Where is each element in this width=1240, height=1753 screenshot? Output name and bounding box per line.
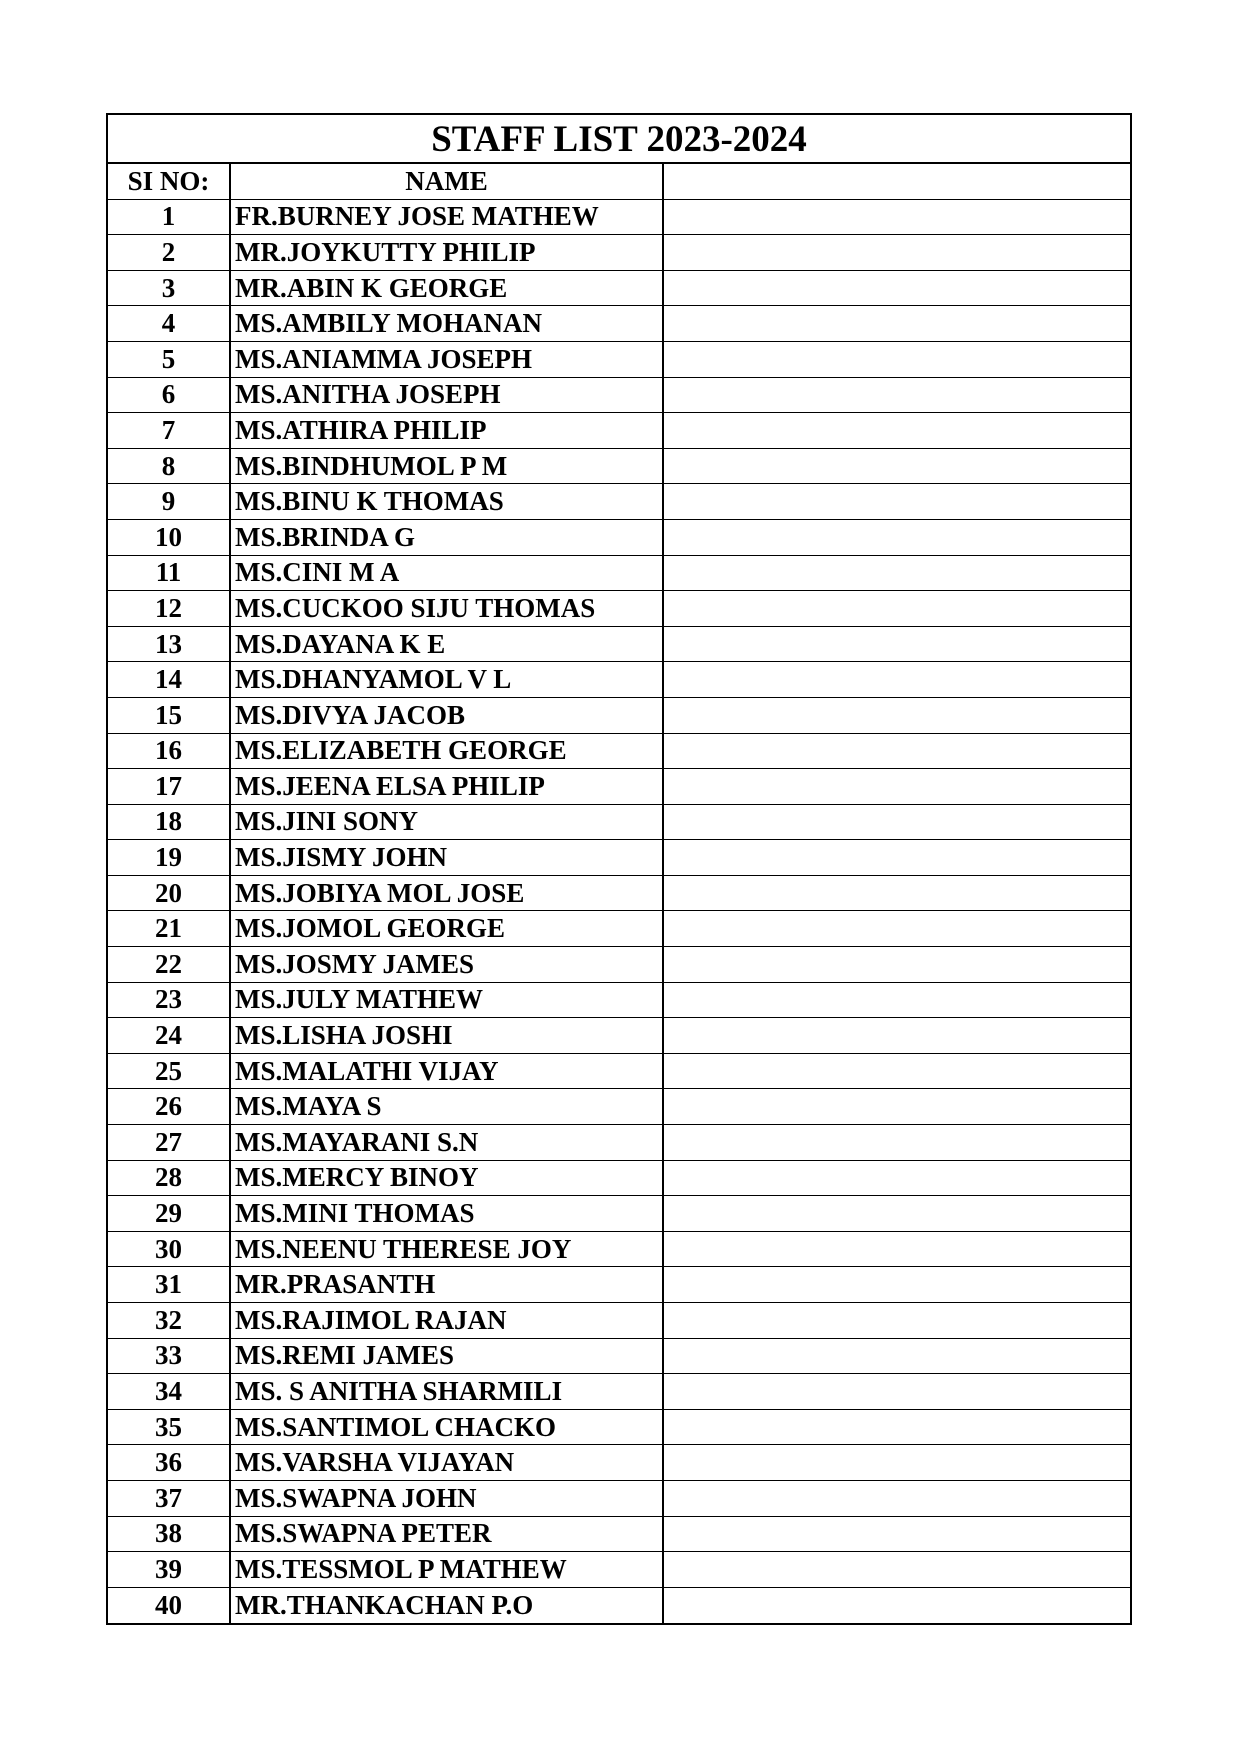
row-si-no: 39 — [108, 1552, 231, 1587]
table-row — [108, 1410, 1130, 1446]
row-blank-cell — [664, 449, 1130, 484]
row-blank-cell — [664, 840, 1130, 875]
row-blank-cell — [664, 698, 1130, 733]
table-row — [108, 840, 1130, 876]
row-name: MS.JOMOL GEORGE — [231, 911, 664, 946]
table-row — [108, 200, 1130, 236]
row-si-no: 24 — [108, 1018, 231, 1053]
row-si-no: 4 — [108, 306, 231, 341]
row-si-no: 28 — [108, 1161, 231, 1196]
header-blank — [664, 164, 1130, 199]
table-row — [108, 1445, 1130, 1481]
header-si-no: SI NO: — [108, 164, 231, 199]
table-row — [108, 271, 1130, 307]
row-blank-cell — [664, 1481, 1130, 1516]
table-row — [108, 520, 1130, 556]
table-row — [108, 1339, 1130, 1375]
row-blank-cell — [664, 1018, 1130, 1053]
row-si-no: 34 — [108, 1374, 231, 1409]
row-blank-cell — [664, 556, 1130, 591]
table-row — [108, 413, 1130, 449]
row-blank-cell — [664, 1445, 1130, 1480]
header-name: NAME — [231, 164, 664, 199]
row-blank-cell — [664, 1410, 1130, 1445]
row-name: MS.SWAPNA JOHN — [231, 1481, 664, 1516]
row-name: MS.CINI M A — [231, 556, 664, 591]
row-name: MS.JISMY JOHN — [231, 840, 664, 875]
row-si-no: 22 — [108, 947, 231, 982]
row-si-no: 19 — [108, 840, 231, 875]
table-row — [108, 698, 1130, 734]
row-blank-cell — [664, 734, 1130, 769]
row-blank-cell — [664, 1517, 1130, 1552]
row-si-no: 1 — [108, 200, 231, 235]
row-si-no: 32 — [108, 1303, 231, 1338]
row-name: MS.TESSMOL P MATHEW — [231, 1552, 664, 1587]
row-si-no: 10 — [108, 520, 231, 555]
table-row — [108, 449, 1130, 485]
row-si-no: 9 — [108, 484, 231, 519]
row-name: MS. S ANITHA SHARMILI — [231, 1374, 664, 1409]
table-row — [108, 1303, 1130, 1339]
row-si-no: 18 — [108, 805, 231, 840]
row-blank-cell — [664, 1267, 1130, 1302]
row-si-no: 11 — [108, 556, 231, 591]
table-row — [108, 805, 1130, 841]
row-name: MS.CUCKOO SIJU THOMAS — [231, 591, 664, 626]
table-row — [108, 1125, 1130, 1161]
row-name: MR.PRASANTH — [231, 1267, 664, 1302]
row-si-no: 25 — [108, 1054, 231, 1089]
table-row — [108, 1552, 1130, 1588]
row-name: MS.LISHA JOSHI — [231, 1018, 664, 1053]
row-blank-cell — [664, 876, 1130, 911]
row-name: MR.THANKACHAN P.O — [231, 1588, 664, 1624]
table-row — [108, 235, 1130, 271]
table-row — [108, 911, 1130, 947]
row-si-no: 27 — [108, 1125, 231, 1160]
row-blank-cell — [664, 1552, 1130, 1587]
row-name: MS.BINDHUMOL P M — [231, 449, 664, 484]
row-blank-cell — [664, 769, 1130, 804]
row-name: MS.JOSMY JAMES — [231, 947, 664, 982]
row-si-no: 33 — [108, 1339, 231, 1374]
row-name: MS.NEENU THERESE JOY — [231, 1232, 664, 1267]
row-name: FR.BURNEY JOSE MATHEW — [231, 200, 664, 235]
row-si-no: 2 — [108, 235, 231, 270]
row-si-no: 6 — [108, 378, 231, 413]
row-name: MS.ANIAMMA JOSEPH — [231, 342, 664, 377]
row-blank-cell — [664, 1089, 1130, 1124]
page-title: STAFF LIST 2023-2024 — [108, 115, 1130, 164]
row-name: MS.MAYA S — [231, 1089, 664, 1124]
row-blank-cell — [664, 662, 1130, 697]
row-blank-cell — [664, 1339, 1130, 1374]
row-blank-cell — [664, 413, 1130, 448]
row-name: MS.AMBILY MOHANAN — [231, 306, 664, 341]
row-si-no: 17 — [108, 769, 231, 804]
row-name: MS.SANTIMOL CHACKO — [231, 1410, 664, 1445]
row-blank-cell — [664, 1196, 1130, 1231]
row-blank-cell — [664, 484, 1130, 519]
row-si-no: 40 — [108, 1588, 231, 1624]
row-si-no: 13 — [108, 627, 231, 662]
table-row — [108, 1161, 1130, 1197]
row-name: MS.REMI JAMES — [231, 1339, 664, 1374]
row-name: MS.DHANYAMOL V L — [231, 662, 664, 697]
row-name: MS.JULY MATHEW — [231, 983, 664, 1018]
table-row — [108, 983, 1130, 1019]
row-name: MS.SWAPNA PETER — [231, 1517, 664, 1552]
row-si-no: 36 — [108, 1445, 231, 1480]
row-si-no: 5 — [108, 342, 231, 377]
row-blank-cell — [664, 520, 1130, 555]
row-blank-cell — [664, 805, 1130, 840]
row-blank-cell — [664, 1232, 1130, 1267]
row-name: MS.ELIZABETH GEORGE — [231, 734, 664, 769]
row-name: MS.ATHIRA PHILIP — [231, 413, 664, 448]
row-si-no: 35 — [108, 1410, 231, 1445]
row-si-no: 26 — [108, 1089, 231, 1124]
row-name: MS.BINU K THOMAS — [231, 484, 664, 519]
row-name: MS.JOBIYA MOL JOSE — [231, 876, 664, 911]
row-blank-cell — [664, 1125, 1130, 1160]
row-si-no: 7 — [108, 413, 231, 448]
table-row — [108, 1232, 1130, 1268]
table-row — [108, 1018, 1130, 1054]
row-name: MS.MERCY BINOY — [231, 1161, 664, 1196]
row-name: MS.ANITHA JOSEPH — [231, 378, 664, 413]
row-blank-cell — [664, 200, 1130, 235]
row-blank-cell — [664, 591, 1130, 626]
row-si-no: 14 — [108, 662, 231, 697]
table-row — [108, 556, 1130, 592]
table-row — [108, 876, 1130, 912]
row-si-no: 31 — [108, 1267, 231, 1302]
row-name: MR.ABIN K GEORGE — [231, 271, 664, 306]
row-blank-cell — [664, 306, 1130, 341]
row-blank-cell — [664, 947, 1130, 982]
table-row — [108, 769, 1130, 805]
table-row — [108, 947, 1130, 983]
row-blank-cell — [664, 1303, 1130, 1338]
table-row — [108, 1267, 1130, 1303]
table-row — [108, 1196, 1130, 1232]
staff-list-table — [106, 113, 1132, 1625]
row-si-no: 15 — [108, 698, 231, 733]
row-si-no: 8 — [108, 449, 231, 484]
row-blank-cell — [664, 235, 1130, 270]
row-si-no: 20 — [108, 876, 231, 911]
row-name: MS.DAYANA K E — [231, 627, 664, 662]
table-row — [108, 484, 1130, 520]
row-name: MS.DIVYA JACOB — [231, 698, 664, 733]
row-blank-cell — [664, 983, 1130, 1018]
table-row — [108, 734, 1130, 770]
row-si-no: 21 — [108, 911, 231, 946]
row-blank-cell — [664, 1374, 1130, 1409]
row-blank-cell — [664, 378, 1130, 413]
row-si-no: 30 — [108, 1232, 231, 1267]
table-row — [108, 1517, 1130, 1553]
row-name: MS.RAJIMOL RAJAN — [231, 1303, 664, 1338]
table-row — [108, 662, 1130, 698]
row-name: MS.VARSHA VIJAYAN — [231, 1445, 664, 1480]
table-row — [108, 627, 1130, 663]
table-row — [108, 591, 1130, 627]
table-row — [108, 1588, 1130, 1624]
row-si-no: 3 — [108, 271, 231, 306]
row-blank-cell — [664, 1588, 1130, 1624]
table-header-row — [108, 164, 1130, 200]
row-si-no: 23 — [108, 983, 231, 1018]
row-blank-cell — [664, 342, 1130, 377]
table-row — [108, 378, 1130, 414]
row-name: MS.JINI SONY — [231, 805, 664, 840]
row-name: MS.MALATHI VIJAY — [231, 1054, 664, 1089]
row-name: MS.MINI THOMAS — [231, 1196, 664, 1231]
table-row — [108, 1374, 1130, 1410]
row-si-no: 12 — [108, 591, 231, 626]
table-row — [108, 1481, 1130, 1517]
table-row — [108, 306, 1130, 342]
row-si-no: 38 — [108, 1517, 231, 1552]
row-blank-cell — [664, 1161, 1130, 1196]
row-si-no: 16 — [108, 734, 231, 769]
row-si-no: 37 — [108, 1481, 231, 1516]
row-blank-cell — [664, 1054, 1130, 1089]
table-row — [108, 342, 1130, 378]
row-si-no: 29 — [108, 1196, 231, 1231]
row-name: MS.JEENA ELSA PHILIP — [231, 769, 664, 804]
table-row — [108, 1054, 1130, 1090]
row-name: MR.JOYKUTTY PHILIP — [231, 235, 664, 270]
row-name: MS.MAYARANI S.N — [231, 1125, 664, 1160]
row-name: MS.BRINDA G — [231, 520, 664, 555]
table-row — [108, 1089, 1130, 1125]
row-blank-cell — [664, 627, 1130, 662]
row-blank-cell — [664, 271, 1130, 306]
row-blank-cell — [664, 911, 1130, 946]
